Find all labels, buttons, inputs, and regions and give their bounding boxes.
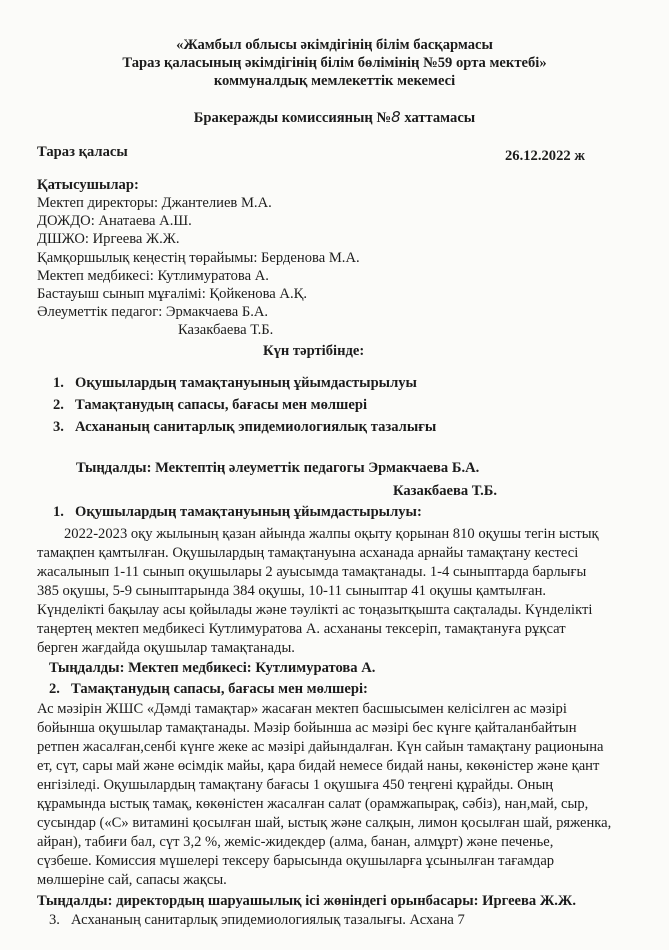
participant-nurse: Мектеп медбикесі: Кутлимуратова А.	[37, 268, 269, 284]
protocol-title-suffix: хаттамасы	[400, 110, 476, 126]
participant-director: Мектеп директоры: Джантелиев М.А.	[37, 195, 272, 211]
participant-social-pedagogue: Әлеуметтік педагог: Эрмакчаева Б.А.	[37, 304, 269, 320]
agenda-item-3-number: 3.	[53, 419, 64, 435]
section1-line-1: 2022-2023 оқу жылының қазан айында жалпы оқыту қорынан 810 оқушы тегін ыстық	[64, 526, 599, 542]
section2-line-4: ет, сүт, сары май және өсімдік майы, қара бидай немесе бидай наны, көкөністер және қант	[37, 758, 600, 774]
section2-line-3: ретпен жасалған,сенбі күнге жеке ас мәзірі дайындалған. Күн сайын тамақтану рационына	[37, 739, 604, 755]
participants-heading: Қатысушылар:	[37, 177, 139, 193]
section3-text-body: Асхананың санитарлық эпидемиологиялық тазалығы. Асхана 7	[71, 912, 465, 928]
agenda-item-3	[53, 418, 436, 436]
participant-teacher: Бастауыш сынып мұғалімі: Қойкенова А.Қ.	[37, 286, 307, 302]
section1-line-7: берген жағдайда оқушылар тамақтанады.	[37, 640, 295, 656]
section2-heard: Тыңдалды: Мектеп медбикесі: Кутлимуратова А.	[49, 660, 376, 676]
section2-line-8: айран), табиғи бал, сүт 3,2 %, жеміс-жидекдер (алма, банан, алмұрт) және печенье,	[37, 834, 554, 850]
section2-line-2: бойынша оқушылар тамақтанады. Мәзір бойынша ас мәзірі бес күнге қайталанбайтын	[37, 720, 577, 736]
section1-line-4: 385 оқушы, 5-9 сыныптарында 384 оқушы, 10-11 сыныптар 41 оқушы қамтылған.	[37, 583, 547, 599]
section1-line-5: Күнделікті бақылау асы қойылады және тәулікті ас тоңазытқышта сақталады. Күнделікті	[37, 602, 593, 618]
agenda-item-2	[53, 396, 367, 414]
section3-text	[49, 911, 465, 929]
section2-line-10: мөлшеріне сай, сапасы жақсы.	[37, 872, 227, 888]
header-line-3: коммуналдық мемлекеттік мекемесі	[213, 73, 456, 89]
agenda-item-1-text: Оқушылардың тамақтануының ұйымдастырылуы	[75, 375, 417, 391]
section1-line-2: тамақпен қамтылған. Оқушылардың тамақтануына асханада арнайы тамақтану кестесі	[37, 545, 579, 561]
protocol-number: 8	[391, 108, 401, 126]
section1-heard-2: Казакбаева Т.Б.	[393, 483, 498, 499]
protocol-title	[0, 108, 669, 127]
participant-dozhdo: ДОЖДО: Анатаева А.Ш.	[37, 213, 192, 229]
agenda-heading: Күн тәртібінде:	[263, 343, 365, 359]
agenda-item-2-text: Тамақтанудың сапасы, бағасы мен мөлшері	[75, 397, 368, 413]
section1-line-3: жасалынып 1-11 сынып оқушылары 2 ауысымда тамақтанады. 1-4 сыныптарда барлығы	[37, 564, 587, 580]
date: 26.12.2022 ж	[505, 148, 585, 164]
agenda-item-1-number: 1.	[53, 375, 64, 391]
agenda-item-2-number: 2.	[53, 397, 64, 413]
agenda-item-3-text: Асхананың санитарлық эпидемиологиялық тазалығы	[75, 419, 437, 435]
header-line-1: «Жамбыл облысы әкімдігінің білім басқармасы	[176, 37, 493, 53]
section3-number: 3.	[49, 912, 60, 928]
section2-line-7: сусындар («С» витамині қосылған шай, ыстық және салқын, лимон қосылған шай, ряженка,	[37, 815, 612, 831]
participant-dshzho: ДШЖО: Иргеева Ж.Ж.	[37, 231, 180, 247]
participant-board-chair: Қамқоршылық кеңестің төрайымы: Берденова М.А.	[37, 250, 360, 266]
section2-line-5: енгізіледі. Оқушылардың тамақтану бағасы 1 оқушыға 450 теңгені құрайды. Оның	[37, 777, 554, 793]
section1-title-text: Оқушылардың тамақтануының ұйымдастырылуы:	[75, 504, 422, 520]
header-line-2: Тараз қаласының әкімдігінің білім бөлімінің №59 орта мектебі»	[122, 55, 547, 71]
section1-title	[53, 503, 422, 521]
section2-title	[49, 680, 368, 698]
agenda-item-1	[53, 374, 417, 392]
section1-line-6: таңертең мектеп медбикесі Кутлимуратова А. асхананы тексеріп, тамақтануға рұқсат	[37, 621, 566, 637]
section3-heard: Тыңдалды: директордың шаруашылық ісі жөніндегі орынбасары: Иргеева Ж.Ж.	[37, 893, 577, 909]
section2-line-1: Ас мәзірін ЖШС «Дәмді тамақтар» жасаған мектеп басшысымен келісілген ас мәзірі	[37, 701, 567, 717]
section2-line-9: сүзбеше. Комиссия мүшелері тексеру барысында оқушыларға ұсынылған тағамдар	[37, 853, 555, 869]
participant-social-pedagogue-2: Казакбаева Т.Б.	[178, 322, 274, 338]
section1-number: 1.	[53, 504, 64, 520]
section1-heard: Тыңдалды: Мектептің әлеуметтік педагогы Эрмакчаева Б.А.	[76, 460, 480, 476]
section2-line-6: құрамында ыстық тамақ, көкөністен жасалған салат (орамжапырақ, сәбіз), нан,май, сыр,	[37, 796, 589, 812]
section2-title-text: Тамақтанудың сапасы, бағасы мен мөлшері:	[71, 681, 368, 697]
section2-number: 2.	[49, 681, 60, 697]
protocol-title-prefix: Бракеражды комиссияның №	[193, 110, 392, 126]
city: Тараз қаласы	[37, 144, 128, 160]
